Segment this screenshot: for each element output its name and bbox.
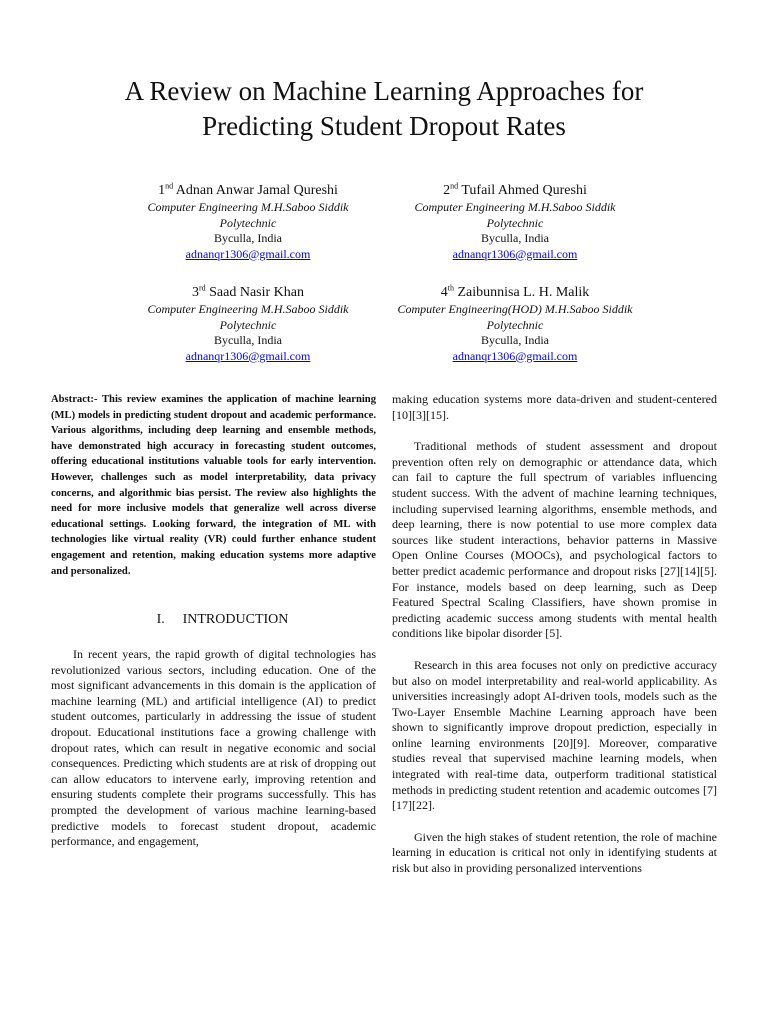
left-column-body xyxy=(51,647,376,850)
author-email-link[interactable]: adnanqr1306@gmail.com xyxy=(452,246,578,261)
paragraph: In recent years, the rapid growth of digital technologies has revolutionized various sectors, including education. One of the most significant advancements in this domain is the application of machine learning (ML) and artificial intelligence (AI) to predict student outcomes, particularly in addressing the issue of student dropout. Educational institutions face a growing challenge with dropout rates, which can result in negative economic and social consequences. Predicting which students are at risk of dropping out can allow educators to intervene early, improving retention and ensuring students complete their programs successfully. This has prompted the development of various machine learning-based predictive models to forecast student dropout, academic performance, and engagement, xyxy=(51,647,376,849)
author-block-3 xyxy=(98,284,398,364)
author-name: 3rd Saad Nasir Khan xyxy=(191,283,305,300)
section-heading xyxy=(50,611,395,628)
author-block-4 xyxy=(365,284,665,364)
author-affiliation: Computer Engineering(HOD) M.H.Saboo Siddik xyxy=(397,302,633,316)
author-block-1 xyxy=(98,182,398,262)
author-affiliation-cont: Polytechnic xyxy=(219,317,277,332)
author-name: 2nd Tufail Ahmed Qureshi xyxy=(443,181,587,198)
author-location: Byculla, India xyxy=(481,333,549,347)
paragraph: Traditional methods of student assessment and dropout prevention often rely on demographic or attendance data, which can fail to capture the full spectrum of variables influencing student success. With the advent of machine learning techniques, including supervised learning algorithms, ensemble methods, and deep learning, there is now potential to use more complex data sources like student interactions, behavior patterns in Massive Open Online Courses (MOOCs), and psychological factors to better predict academic performance and dropout risks [27][14][5]. For instance, models based on deep learning, such as Deep Featured Spectral Scaling Classifiers, have shown promise in predicting academic success among students with mental health conditions like bipolar disorder [5]. xyxy=(392,439,717,641)
author-location: Byculla, India xyxy=(214,231,282,245)
paragraph-continuation: making education systems more data-driven and student-centered [10][3][15]. xyxy=(392,392,717,422)
section-number: I. xyxy=(156,612,165,627)
author-affiliation: Computer Engineering M.H.Saboo Siddik xyxy=(414,200,616,214)
left-column xyxy=(51,392,376,579)
author-affiliation-cont: Polytechnic xyxy=(486,215,544,230)
author-block-2 xyxy=(365,182,665,262)
section-title: INTRODUCTION xyxy=(182,612,289,627)
abstract: Abstract:- This review examines the application of machine learning (ML) models in predicting student dropout and academic performance. Various algorithms, including deep learning and ensemble methods, have demonstrated high accuracy in forecasting student outcomes, offering educational institutions valuable tools for early intervention. However, challenges such as model interpretability, data privacy concerns, and algorithmic bias persist. The review also highlights the need for more inclusive models that generalize well across diverse educational settings. Looking forward, the integration of ML with technologies like virtual reality (VR) could further enhance student engagement and retention, making education systems more adaptive and personalized. xyxy=(51,394,376,577)
author-affiliation: Computer Engineering M.H.Saboo Siddik xyxy=(147,200,349,214)
author-name: 4th Zaibunnisa L. H. Malik xyxy=(440,283,590,300)
author-affiliation: Computer Engineering M.H.Saboo Siddik xyxy=(147,302,349,316)
title-line-2: Predicting Student Dropout Rates xyxy=(202,111,566,141)
author-email-link[interactable]: adnanqr1306@gmail.com xyxy=(452,348,578,363)
author-affiliation-cont: Polytechnic xyxy=(486,317,544,332)
author-name: 1nd Adnan Anwar Jamal Qureshi xyxy=(158,181,338,198)
title-line-1: A Review on Machine Learning Approaches for xyxy=(124,76,644,106)
author-email-link[interactable]: adnanqr1306@gmail.com xyxy=(185,348,311,363)
author-affiliation-cont: Polytechnic xyxy=(219,215,277,230)
author-location: Byculla, India xyxy=(214,333,282,347)
paragraph: Given the high stakes of student retention, the role of machine learning in education is critical not only in identifying students at risk but also in providing personalized interventions xyxy=(392,829,717,876)
right-column xyxy=(392,392,717,877)
paper-title xyxy=(60,74,708,144)
author-location: Byculla, India xyxy=(481,231,549,245)
author-email-link[interactable]: adnanqr1306@gmail.com xyxy=(185,246,311,261)
paragraph: Research in this area focuses not only on predictive accuracy but also on model interpretability and real-world applicability. As universities increasingly adopt AI-driven tools, models such as the Two-Layer Ensemble Machine Learning approach have been shown to significantly improve dropout prediction, especially in online learning environments [20][9]. Moreover, comparative studies reveal that supervised machine learning models, when integrated with real-time data, outperform traditional statistical methods in predicting student retention and academic outcomes [7][17][22]. xyxy=(392,657,717,813)
